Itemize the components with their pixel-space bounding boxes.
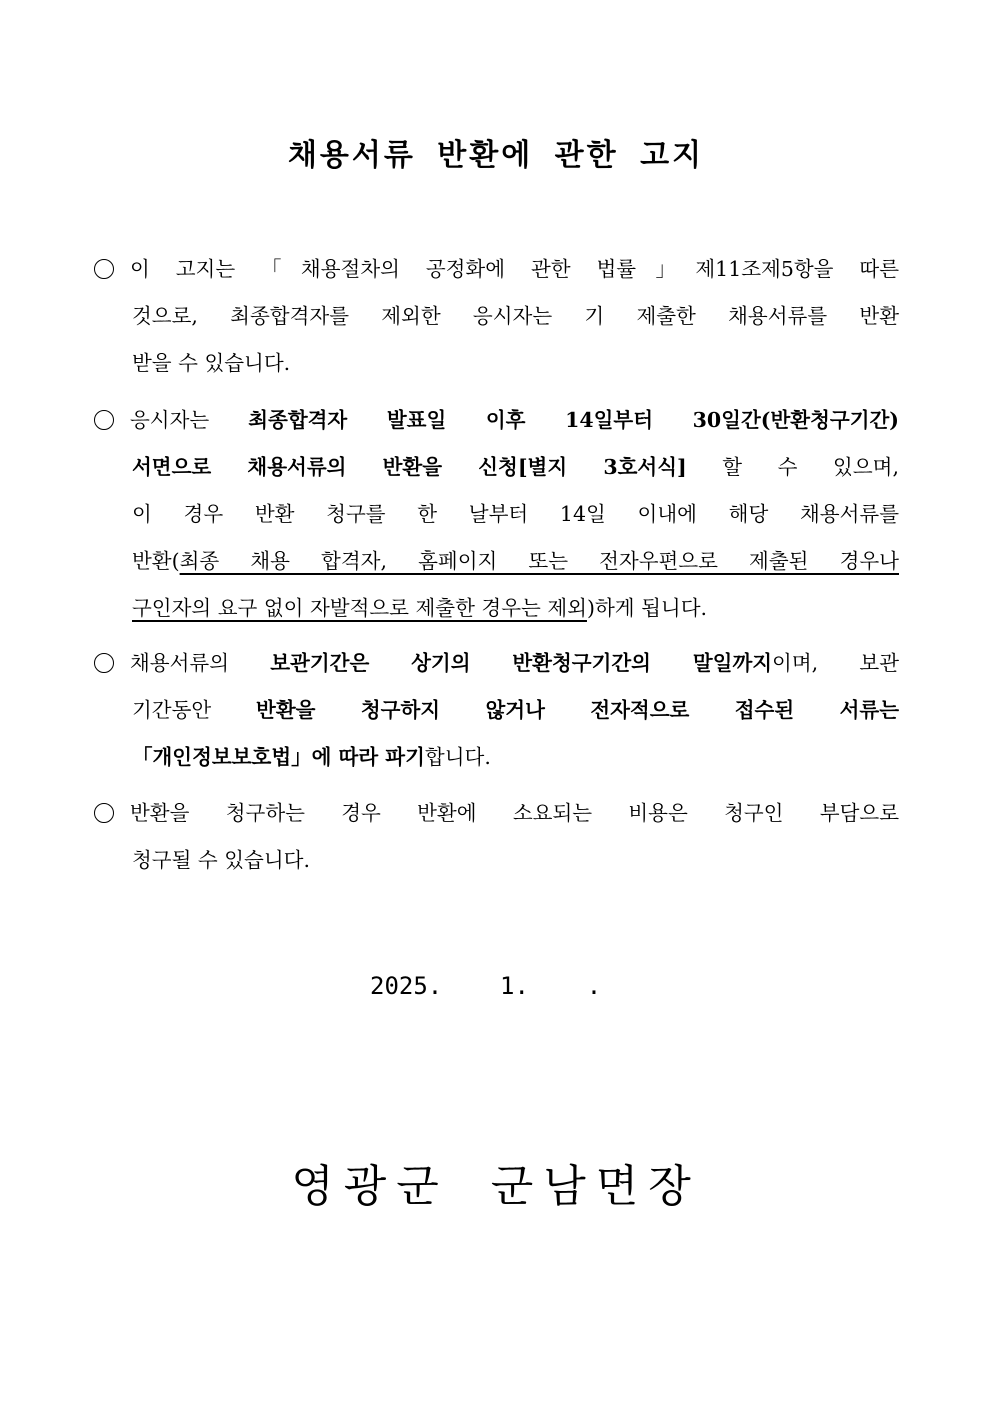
item-1-line-1: 이 고지는 「채용절차의 공정화에 관한 법률」제11조제5항을 따른 (130, 257, 899, 281)
item-3-text: 기간동안 (132, 698, 257, 722)
item-2-line-3: 이 경우 반환 청구를 한 날부터 14일 이내에 해당 채용서류를 (132, 502, 899, 526)
item-2-text: 할 수 있으며, (686, 455, 899, 479)
item-2-text: 반환( (132, 549, 180, 573)
circle-bullet-icon (94, 803, 114, 823)
item-2-underlined-text: 최종 채용 합격자, 홈페이지 또는 전자우편으로 제출된 경우나 (179, 549, 899, 573)
circle-bullet-icon (94, 410, 114, 430)
item-3-text: 합니다. (424, 745, 491, 769)
item-2-bold-text: 최종합격자 발표일 이후 14일부터 30일간(반환청구기간) (248, 408, 899, 432)
item-3-bold-text: 보관기간은 상기의 반환청구기간의 말일까지 (270, 651, 773, 675)
notice-item-1 (94, 246, 899, 387)
document-title: 채용서류 반환에 관한 고지 (287, 138, 705, 173)
circle-bullet-icon (94, 653, 114, 673)
issuer-name: 영광군 군남면장 (291, 1161, 701, 1212)
document-date: 2025. 1. . (370, 972, 602, 1000)
item-3-text: 이며, 보관 (772, 651, 900, 675)
item-1-line-3: 받을 수 있습니다. (132, 351, 291, 375)
item-1-line-2: 것으로, 최종합격자를 제외한 응시자는 기 제출한 채용서류를 반환 (132, 304, 899, 328)
item-2-text: )하게 됩니다. (586, 596, 708, 620)
item-4-line-2: 청구될 수 있습니다. (132, 848, 310, 872)
item-2-bold-text: 서면으로 채용서류의 반환을 신청[별지 3호서식] (132, 455, 687, 479)
notice-item-3 (94, 640, 899, 781)
item-3-bold-text: 「개인정보보호법」에 따라 파기 (132, 745, 425, 769)
notice-item-4 (94, 790, 899, 884)
item-4-line-1: 반환을 청구하는 경우 반환에 소요되는 비용은 청구인 부담으로 (130, 801, 899, 825)
item-3-text: 채용서류의 (130, 651, 271, 675)
notice-item-2 (94, 397, 899, 632)
item-2-underlined-text: 구인자의 요구 없이 자발적으로 제출한 경우는 제외 (132, 596, 587, 620)
circle-bullet-icon (94, 259, 114, 279)
item-3-bold-text: 반환을 청구하지 않거나 전자적으로 접수된 서류는 (256, 698, 899, 722)
item-2-text: 응시자는 (130, 408, 249, 432)
